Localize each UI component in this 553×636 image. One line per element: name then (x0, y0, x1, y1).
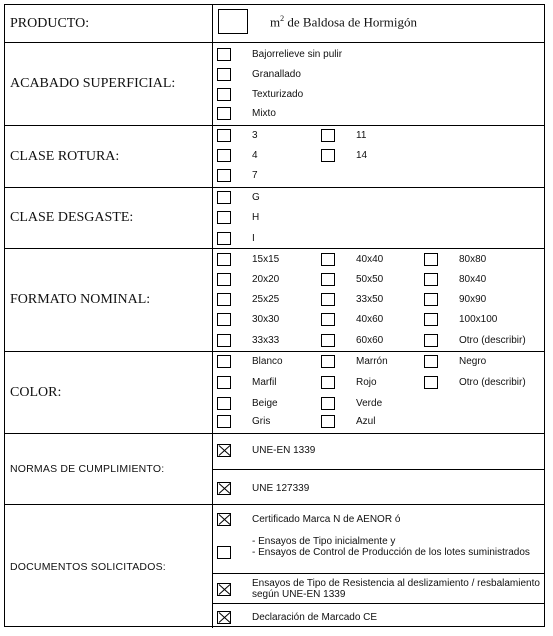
checkbox[interactable] (424, 355, 438, 368)
checkbox[interactable] (217, 415, 231, 428)
checkbox[interactable] (217, 293, 231, 306)
option-label: 30x30 (252, 314, 280, 325)
option-label: Ensayos de Tipo de Resistencia al deslizamiento / resbalamiento según UNE-EN 1339 (252, 578, 540, 600)
option-label: 100x100 (459, 314, 498, 325)
documentos-sub-1 (213, 505, 544, 529)
rotura-label: CLASE ROTURA: (5, 126, 213, 187)
checkbox[interactable] (424, 334, 438, 347)
option-label: Marrón (356, 356, 388, 367)
checkbox[interactable] (217, 68, 231, 81)
desgaste-row (5, 187, 544, 248)
product-unit: m (270, 14, 281, 30)
checkbox[interactable] (321, 355, 335, 368)
checkbox[interactable] (321, 313, 335, 326)
checkbox[interactable] (321, 129, 335, 142)
checkbox-checked[interactable] (217, 444, 231, 457)
option-label: Beige (252, 398, 278, 409)
documentos-label: DOCUMENTOS SOLICITADOS: (5, 505, 213, 628)
checkbox[interactable] (217, 191, 231, 204)
desgaste-label: CLASE DESGASTE: (5, 188, 213, 248)
option-label: 33x33 (252, 335, 280, 346)
checkbox[interactable] (424, 293, 438, 306)
product-request-form (4, 4, 545, 627)
option-label: Certificado Marca N de AENOR ó (252, 514, 401, 525)
checkbox-checked[interactable] (217, 482, 231, 495)
checkbox[interactable] (424, 376, 438, 389)
checkbox[interactable] (217, 546, 231, 559)
checkbox[interactable] (217, 355, 231, 368)
producto-row (5, 5, 544, 42)
checkbox[interactable] (321, 415, 335, 428)
option-label: Otro (describir) (459, 377, 526, 388)
option-label: I (252, 233, 255, 244)
option-label: Bajorrelieve sin pulir (252, 49, 343, 60)
option-label: 50x50 (356, 274, 384, 285)
option-label: 80x80 (459, 254, 487, 265)
option-label: Negro (459, 356, 487, 367)
option-label: 40x40 (356, 254, 384, 265)
color-row (5, 351, 544, 433)
option-label: 15x15 (252, 254, 280, 265)
option-label: 7 (252, 170, 258, 181)
checkbox[interactable] (217, 334, 231, 347)
option-label: Texturizado (252, 89, 304, 100)
documentos-sub-4 (213, 603, 544, 629)
option-label: 25x25 (252, 294, 280, 305)
documentos-sub-2 (213, 529, 544, 573)
option-label: Blanco (252, 356, 283, 367)
formato-row (5, 248, 544, 351)
checkbox-checked[interactable] (217, 611, 231, 624)
checkbox[interactable] (217, 273, 231, 286)
checkbox[interactable] (321, 149, 335, 162)
documentos-sub-3 (213, 573, 544, 603)
normas-sub-2 (213, 469, 544, 505)
option-label: 11 (356, 130, 367, 141)
option-label: 60x60 (356, 335, 384, 346)
option-label: Azul (356, 416, 376, 427)
product-description (270, 14, 417, 30)
checkbox[interactable] (321, 273, 335, 286)
option-label: Gris (252, 416, 271, 427)
option-label: 20x20 (252, 274, 280, 285)
checkbox[interactable] (424, 273, 438, 286)
option-label-line-2: - Ensayos de Control de Producción de los lotes suministrados (252, 547, 530, 558)
checkbox[interactable] (321, 334, 335, 347)
formato-label: FORMATO NOMINAL: (5, 249, 213, 351)
checkbox[interactable] (217, 397, 231, 410)
option-label-line-1: - Ensayos de Tipo inicialmente y (252, 536, 396, 547)
checkbox[interactable] (217, 313, 231, 326)
option-label: 3 (252, 130, 258, 141)
option-label: G (252, 192, 260, 203)
option-label: 14 (356, 150, 368, 161)
product-unit-exponent: 2 (280, 14, 285, 23)
checkbox[interactable] (321, 253, 335, 266)
checkbox[interactable] (321, 376, 335, 389)
checkbox[interactable] (217, 232, 231, 245)
checkbox[interactable] (217, 376, 231, 389)
documentos-row (5, 504, 544, 628)
option-label: Declaración de Marcado CE (252, 612, 378, 623)
option-label: Marfil (252, 377, 277, 388)
option-label: 40x60 (356, 314, 384, 325)
color-label: COLOR: (5, 352, 213, 433)
producto-label: PRODUCTO: (5, 5, 213, 42)
option-label: Granallado (252, 69, 301, 80)
quantity-input-box[interactable] (218, 9, 248, 34)
option-label: Otro (describir) (459, 335, 526, 346)
checkbox[interactable] (217, 211, 231, 224)
option-label: 80x40 (459, 274, 487, 285)
product-desc: de Baldosa de Hormigón (284, 14, 417, 30)
option-label: Rojo (356, 377, 377, 388)
acabado-row (5, 42, 544, 125)
option-label: UNE 127339 (252, 483, 310, 494)
normas-row (5, 433, 544, 504)
option-label: Mixto (252, 108, 276, 119)
checkbox[interactable] (217, 88, 231, 101)
option-label: 4 (252, 150, 258, 161)
checkbox-checked[interactable] (217, 513, 231, 526)
checkbox[interactable] (321, 397, 335, 410)
rotura-row (5, 125, 544, 187)
checkbox[interactable] (217, 253, 231, 266)
checkbox-checked[interactable] (217, 583, 231, 596)
normas-sub-1 (213, 434, 544, 469)
checkbox[interactable] (321, 293, 335, 306)
option-label: 33x50 (356, 294, 384, 305)
checkbox[interactable] (424, 253, 438, 266)
checkbox[interactable] (217, 169, 231, 182)
checkbox[interactable] (217, 149, 231, 162)
option-label: Verde (356, 398, 383, 409)
normas-label: NORMAS DE CUMPLIMIENTO: (5, 434, 213, 504)
option-label: 90x90 (459, 294, 487, 305)
option-label: H (252, 212, 260, 223)
checkbox[interactable] (217, 107, 231, 120)
checkbox[interactable] (217, 129, 231, 142)
checkbox[interactable] (424, 313, 438, 326)
acabado-label: ACABADO SUPERFICIAL: (5, 43, 213, 125)
option-label: UNE-EN 1339 (252, 445, 316, 456)
checkbox[interactable] (217, 48, 231, 61)
